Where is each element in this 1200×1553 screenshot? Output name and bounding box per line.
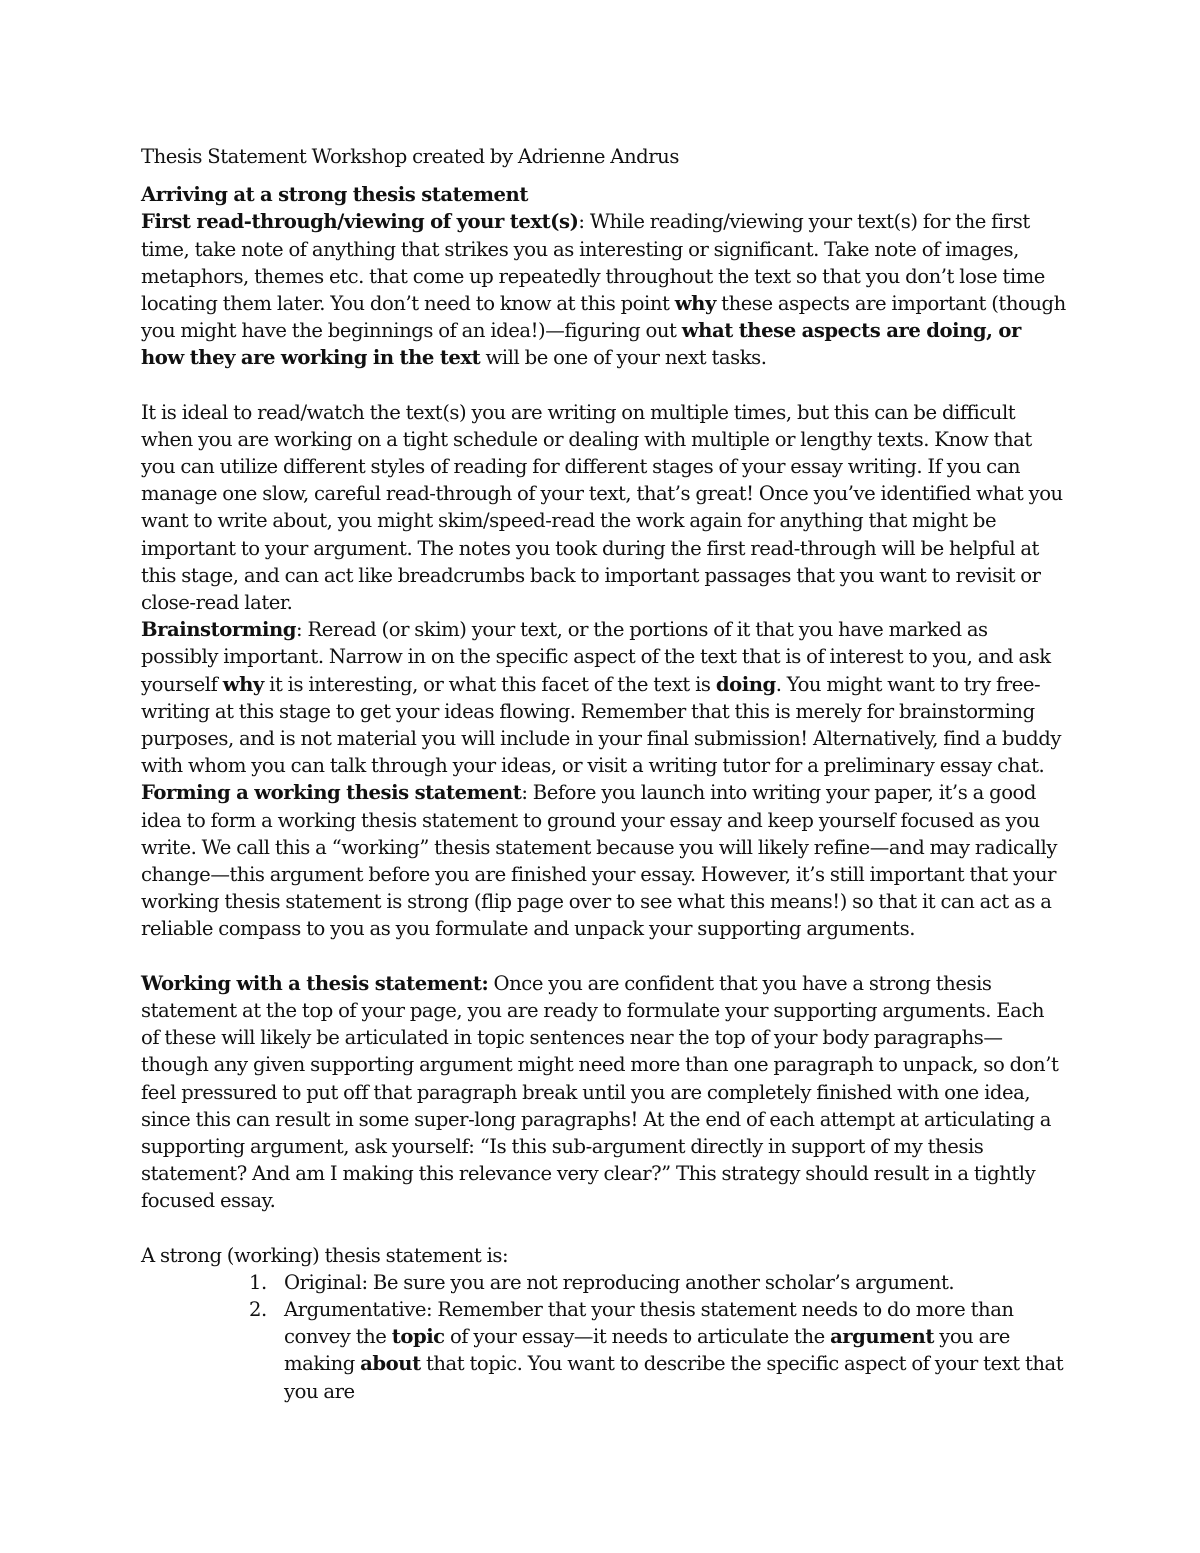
first-read-text-3: will be one of your next tasks. xyxy=(480,346,767,370)
forming-label: Forming a working thesis statement xyxy=(141,781,522,805)
list-item-bold-about: about xyxy=(360,1352,421,1376)
list-item-text-4: that topic. You want to describe the specific aspect of your text that you are xyxy=(284,1352,1064,1403)
list-item-text-1: Argumentative: Remember that your thesis statement needs to do more than convey the xyxy=(284,1297,1014,1349)
forming-text: : Before you launch into writing your paper, it’s a good idea to form a working thesis statement to ground your essay and keep yourself focused as you write. We call this a “working” thesis statement because you will likely refine—and may radically change—this argument before you are finished your essay. However, it’s still important that your working thesis statement is strong (flip page over to see what this means!) so that it can act as a reliable compass to you as you formulate and unpack your supporting arguments. xyxy=(141,781,1057,941)
list-item-text-2: of your essay—it needs to articulate the xyxy=(444,1325,831,1349)
multiple-reads-paragraph: It is ideal to read/watch the text(s) you are writing on multiple times, but this can be difficult when you are working on a tight schedule or dealing with multiple or lengthy texts. Know that you can utilize different styles of reading for different stages of your essay writing. If you can manage one slow, careful read-through of your text, that’s great! Once you’ve identified what you want to write about, you might skim/speed-read the work again for anything that might be important to your argument. The notes you took during the first read-through will be helpful at this stage, and can act like breadcrumbs back to important passages that you want to revisit or close-read later. xyxy=(141,400,1063,615)
brainstorming-text-2: it is interesting, or what this facet of the text is xyxy=(263,672,716,696)
list-item-text-3: you are making xyxy=(284,1325,1010,1376)
working-with-label: Working with a thesis statement: xyxy=(141,971,489,995)
forming-paragraph xyxy=(141,779,1066,942)
first-read-bold-why: why xyxy=(674,292,716,316)
brainstorming-text-1: : Reread (or skim) your text, or the portions of it that you have marked as possibly important. Narrow in on the specific aspect of the text that is of interest to you, and ask yourself xyxy=(141,618,1051,696)
first-read-label: First read-through/viewing of your text(s) xyxy=(141,210,579,234)
brainstorming-paragraph xyxy=(141,616,1066,779)
first-read-bold-doing: what these aspects are doing, or how they are working in the text xyxy=(141,319,1021,370)
list-number: 2. xyxy=(249,1297,267,1321)
brainstorming-label: Brainstorming xyxy=(141,618,297,642)
document-page xyxy=(141,143,1066,1405)
document-title: Thesis Statement Workshop created by Adrienne Andrus xyxy=(141,145,679,168)
list-item-bold-argument: argument xyxy=(830,1325,934,1349)
thesis-criteria-list xyxy=(141,1269,1066,1405)
list-item xyxy=(141,1269,1066,1296)
list-number: 1. xyxy=(249,1270,267,1294)
list-item xyxy=(141,1296,1066,1405)
section-heading: Arriving at a strong thesis statement xyxy=(141,183,528,207)
list-item-bold-topic: topic xyxy=(391,1325,445,1349)
brainstorming-bold-doing: doing xyxy=(715,672,776,696)
list-item-text: Original: Be sure you are not reproducing another scholar’s argument. xyxy=(284,1270,955,1294)
first-read-text-1: : While reading/viewing your text(s) for the first time, take note of anything that strikes you as interesting or significant. Take note of images, metaphors, themes etc. that come up repeatedly throughout the text so that you don’t lose time locating them later. You don’t need to know at this point xyxy=(141,210,1045,316)
brainstorming-text-3: . You might want to try free-writing at this stage to get your ideas flowing. Remember that this is merely for brainstorming purposes, and is not material you will include in your final submission! Alternatively, find a buddy with whom you can talk through your ideas, or visit a writing tutor for a preliminary essay chat. xyxy=(141,672,1061,778)
first-read-text-2: these aspects are important (though you might have the beginnings of an idea!)—figuring out xyxy=(141,292,1066,343)
working-with-text: Once you are confident that you have a strong thesis statement at the top of your page, you are ready to formulate your supporting arguments. Each of these will likely be articulated in topic sentences near the top of your body paragraphs—though any given supporting argument might need more than one paragraph to unpack, so don’t feel pressured to put off that paragraph break until you are completely finished with one idea, since this can result in some super-long paragraphs! At the end of each attempt at articulating a supporting argument, ask yourself: “Is this sub-argument directly in support of my thesis statement? And am I making this relevance very clear?” This strategy should result in a tightly focused essay. xyxy=(141,971,1059,1213)
strong-thesis-intro: A strong (working) thesis statement is: xyxy=(141,1243,509,1267)
working-with-paragraph xyxy=(141,970,1066,1215)
first-read-paragraph xyxy=(141,208,1066,371)
brainstorming-bold-why: why xyxy=(222,672,264,696)
